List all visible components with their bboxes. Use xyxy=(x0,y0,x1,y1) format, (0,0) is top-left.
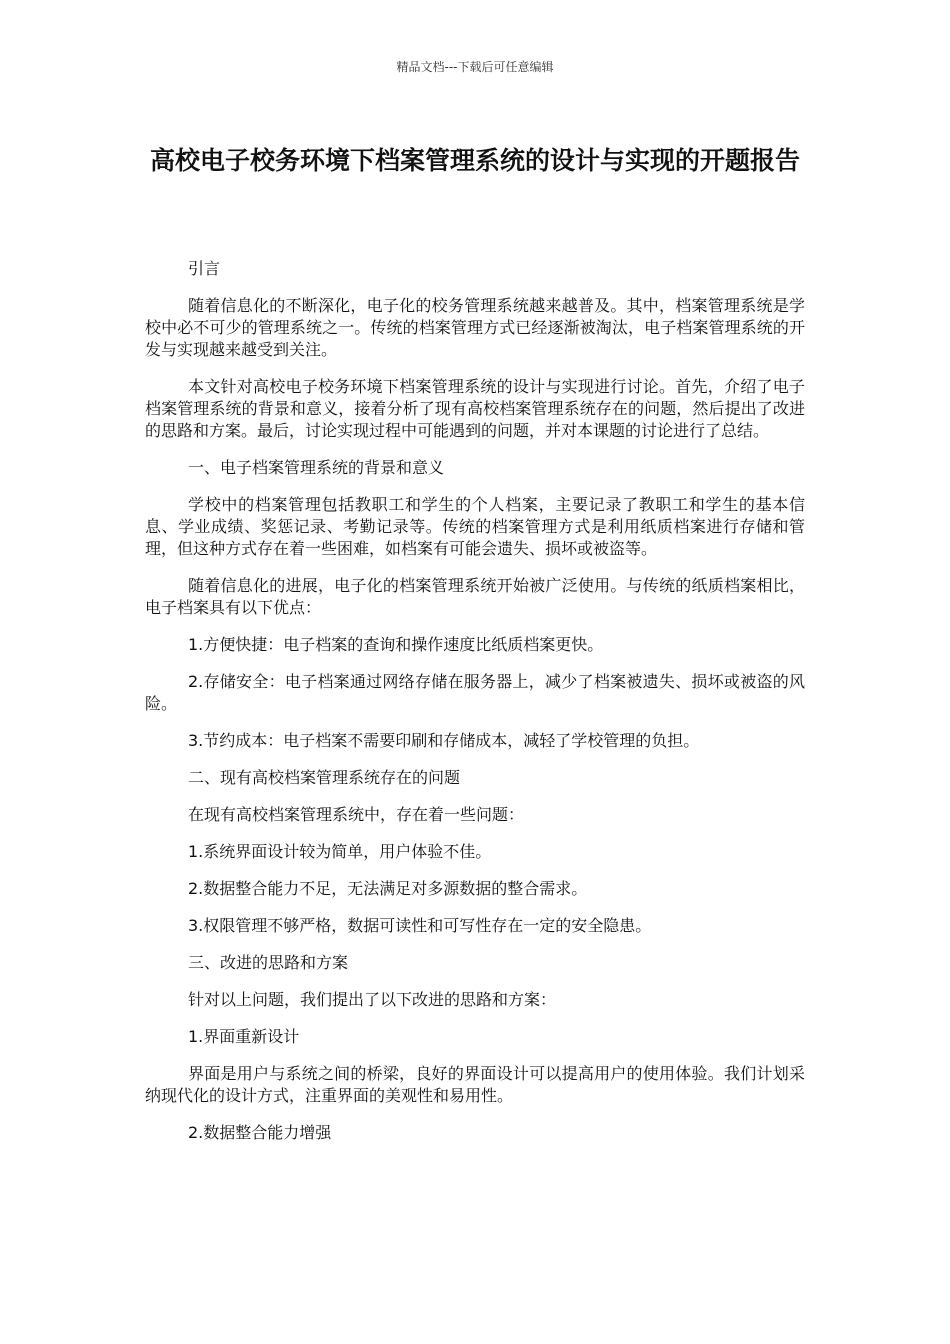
list-item: 1.界面重新设计 xyxy=(188,1027,300,1046)
list-item: 2.存储安全：电子档案通过网络存储在服务器上，减少了档案被遗失、损坏或被盗的风险。 xyxy=(145,672,805,713)
paragraph: 在现有高校档案管理系统中，存在着一些问题： xyxy=(188,805,525,824)
document-body xyxy=(145,258,805,1159)
paragraph: 学校中的档案管理包括教职工和学生的个人档案，主要记录了教职工和学生的基本信息、学业成绩、奖惩记录、考勤记录等。传统的档案管理方式是利用纸质档案进行存储和管理，但这种方式存在着一些困难，如档案有可能会遗失、损坏或被盗等。 xyxy=(145,495,805,558)
document-title: 高校电子校务环境下档案管理系统的设计与实现的开题报告 xyxy=(149,146,800,175)
page-header: 精品文档---下载后可任意编辑 xyxy=(396,60,554,74)
section-heading-2: 二、现有高校档案管理系统存在的问题 xyxy=(188,768,461,787)
paragraph: 针对以上问题，我们提出了以下改进的思路和方案： xyxy=(188,990,557,1009)
paragraph-intro-heading: 引言 xyxy=(188,259,221,278)
list-item: 3.权限管理不够严格，数据可读性和可写性存在一定的安全隐患。 xyxy=(188,916,652,935)
paragraph: 本文针对高校电子校务环境下档案管理系统的设计与实现进行讨论。首先，介绍了电子档案管理系统的背景和意义，接着分析了现有高校档案管理系统存在的问题，然后提出了改进的思路和方案。最后，讨论实现过程中可能遇到的问题，并对本课题的讨论进行了总结。 xyxy=(145,377,805,440)
paragraph: 界面是用户与系统之间的桥梁，良好的界面设计可以提高用户的使用体验。我们计划采纳现代化的设计方式，注重界面的美观性和易用性。 xyxy=(145,1064,805,1105)
section-heading-1: 一、电子档案管理系统的背景和意义 xyxy=(188,458,445,477)
paragraph: 随着信息化的不断深化，电子化的校务管理系统越来越普及。其中，档案管理系统是学校中必不可少的管理系统之一。传统的档案管理方式已经逐渐被淘汰，电子档案管理系统的开发与实现越来越受到关注。 xyxy=(145,296,805,359)
list-item: 1.方便快捷：电子档案的查询和操作速度比纸质档案更快。 xyxy=(188,635,604,654)
list-item: 2.数据整合能力增强 xyxy=(188,1123,332,1142)
paragraph: 随着信息化的进展，电子化的档案管理系统开始被广泛使用。与传统的纸质档案相比，电子档案具有以下优点： xyxy=(145,576,805,617)
list-item: 1.系统界面设计较为简单，用户体验不佳。 xyxy=(188,842,492,861)
list-item: 3.节约成本：电子档案不需要印刷和存储成本，减轻了学校管理的负担。 xyxy=(188,731,700,750)
list-item: 2.数据整合能力不足，无法满足对多源数据的整合需求。 xyxy=(188,879,588,898)
section-heading-3: 三、改进的思路和方案 xyxy=(188,953,349,972)
